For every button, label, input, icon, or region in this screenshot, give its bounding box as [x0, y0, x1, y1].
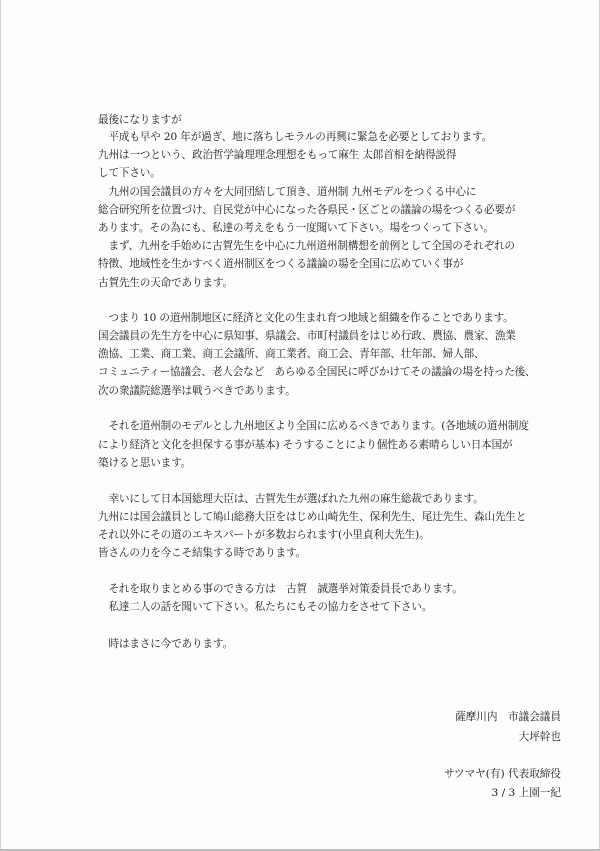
letter-line: 特徴、地域性を生かすべく道州制区をつくる議論の場を全国に広めていく事が [98, 258, 464, 270]
letter-line: それを取りまとめる事のできる方は 古賀 誠選挙対策委員長であります。 [98, 583, 463, 595]
letter-line: 私達二人の話を聞いて下さい。私たちにもその協力をさせて下さい。 [98, 601, 433, 613]
signature-page-name: 3 / 3 上園一紀 [491, 787, 561, 799]
letter-line: 九州は一つという、政治哲学論理理念理想をもって麻生 太郎首相を納得説得 [98, 149, 457, 161]
letter-line: 国会議員の先生方を中心に県知事、県議会、市町村議員をはじめ行政、農協、農家、漁業 [98, 330, 516, 342]
letter-line: それを道州制のモデルとし九州地区より全国に広めるべきであります。(各地域の道州制度 [98, 420, 529, 432]
letter-line: つまり 10 の道州制地区に経済と文化の生まれ育つ地域と組織を作ることであります。 [98, 312, 514, 324]
letter-line: 九州の国会議員の方々を大同団結して頂き、道州制 九州モデルをつくる中心に [98, 186, 477, 198]
letter-line: して下さい。 [98, 167, 161, 179]
letter-line: コミュニティー協議会、老人会など あらゆる全国民に呼びかけてその議論の場を持った後、 [98, 366, 536, 378]
letter-line: 次の衆議院総選挙は戦うべきであります。 [98, 385, 296, 397]
letter-line: 幸いにして日本国総理大臣は、古賀先生が選ばれた九州の麻生総裁であります。 [98, 493, 484, 505]
signature-title: サツマヤ(有) 代表取締役 [444, 768, 561, 780]
letter-line: 漁協、工業、商工業、商工会議所、商工業者、商工会、青年部、壮年部、婦人部、 [98, 348, 485, 360]
letter-line: 皆さんの力を今こそ結集する時であります。 [98, 547, 307, 559]
letter-line: 九州には国会議員として鳩山総務大臣をはじめ山崎先生、保利先生、尾辻先生、森山先生と [98, 511, 527, 523]
letter-line: により経済と文化を担保する事が基本) そうすることにより個性ある素晴らしい日本国が [98, 439, 513, 451]
letter-line: 築けると思います。 [98, 457, 192, 469]
letter-line: 時はまさに今であります。 [98, 638, 233, 650]
letter-line: 古賀先生の天命であります。 [98, 277, 233, 289]
signature-affiliation: 薩摩川内 市議会議員 [455, 711, 561, 723]
signature-name-1: 大坪幹也 [518, 731, 561, 743]
letter-line: まず、九州を手始めに古賀先生を中心に九州道州制構想を前例として全国のそれぞれの [98, 240, 515, 252]
letter-line: それ以外にその道のエキスパートが多数おられます(小里貞利大先生)。 [98, 529, 430, 541]
letter-line: 総合研究所を位置づけ、自民党が中心になった各県民・区ごとの議論の場をつくる必要が [98, 204, 516, 216]
letter-line: あります。その為にも、私達の考えをもう一度聞いて下さい。場をつくって下さい。 [98, 222, 494, 234]
letter-line: 平成も早や 20 年が過ぎ、地に落ちしモラルの再興に緊急を必要としております。 [98, 131, 492, 143]
letter-line: 最後になりますが [98, 114, 182, 126]
